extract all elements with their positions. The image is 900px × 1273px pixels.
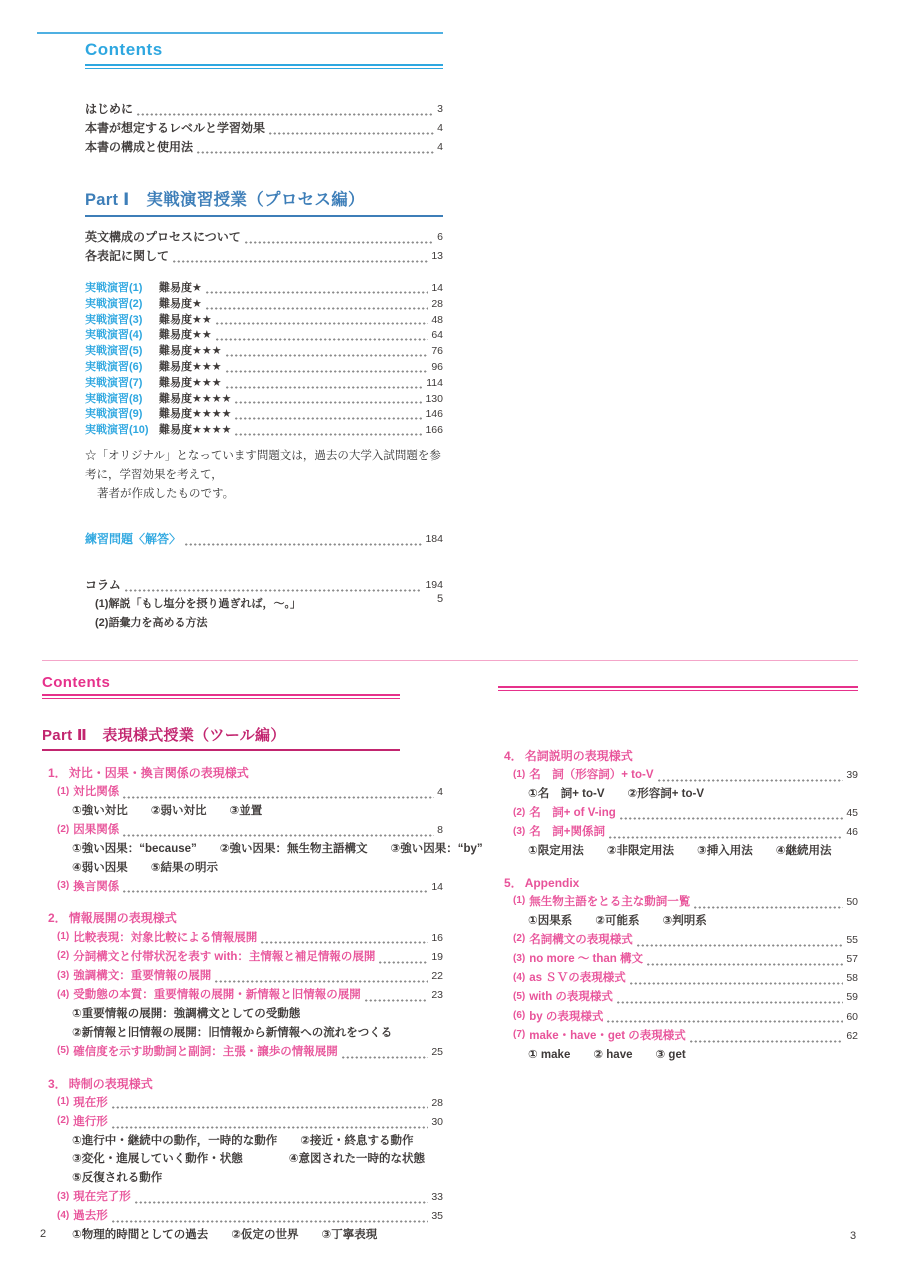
exercise-label: 実戦演習(6) [85,360,143,373]
item-label: 名詞構文の表現様式 [529,933,633,946]
page-ref: 76 [431,345,443,358]
toc-item [42,1093,443,1112]
column-row [85,576,443,595]
item-label: 因果関係 [73,824,120,837]
page-ref: 62 [846,1029,858,1042]
toc-section [42,1075,443,1245]
practice-answers-row [85,530,443,549]
toc-subitem: ①強い因果：“because” ②強い因果：無生物主語構文 ③強い因果：“by” [72,842,483,855]
part2-title: Part Ⅱ 表現様式授業（ツール編） [42,727,286,744]
page-ref: 3 [437,103,443,115]
dot-leader [215,338,429,341]
difficulty-stars: 難易度★★★ [159,345,222,358]
item-label: 分詞構文と付帯状況を表す with：主情報と補足情報の展開 [73,950,376,963]
dot-leader [244,241,434,244]
page-ref: 96 [431,360,443,373]
toc-row [85,138,443,157]
contents-page-1 [85,40,443,633]
contents-page-2-left [42,672,483,1258]
section-number: 1． [48,766,67,780]
part2-right-sections [498,747,858,1064]
item-label: 無生物主語をとる主な動詞一覧 [529,895,691,908]
item-number: (2) [513,806,526,818]
dot-leader [234,401,422,404]
section-heading [42,909,443,928]
item-number: (1) [513,768,526,780]
page-ref: 28 [431,297,443,310]
item-label: 受動態の本質：重要情報の展開・新情報と旧情報の展開 [73,989,361,1002]
item-number: (1) [57,1096,70,1108]
page-ref: 55 [846,933,858,946]
toc-section [42,909,443,1061]
part2-left-sections [42,764,483,1245]
contents-title-page1: Contents [85,40,163,59]
item-number: (3) [57,880,70,892]
toc-label: 各表記に関して [85,249,170,263]
toc-section [42,764,483,896]
toc-subitem: ①限定用法 ②非限定用法 ③挿入用法 ④継続用法 [528,845,832,858]
page-ref: 16 [431,931,443,944]
item-number: (2) [57,950,70,962]
item-label: 過去形 [73,1210,108,1223]
dot-leader [693,906,843,909]
toc-subitem: ①名 詞+ to-V ②形容詞+ to-V [528,787,705,800]
exercise-label: 実戦演習(1) [85,282,143,294]
section-number: 4． [504,749,523,763]
page-ref: 25 [431,1045,443,1058]
page-divider-line [42,660,858,661]
difficulty-stars: 難易度★★★★ [159,392,232,405]
section-title: 名詞説明の表現様式 [524,749,633,763]
dot-leader [268,132,434,135]
toc-subitem: ⑤反復される動作 [72,1172,163,1185]
dot-leader [214,980,428,983]
contents-title-page2: Contents [42,674,111,691]
difficulty-stars: 難易度★ [159,297,202,310]
part2-underline [42,749,400,751]
toc-item [42,783,443,802]
dot-leader [646,963,843,966]
page-ref: 33 [431,1191,443,1204]
exercise-row [85,392,443,408]
toc-subitem: ①因果系 ②可能系 ③判明系 [528,914,707,927]
item-number: (4) [57,988,70,1000]
column-label: コラム [85,577,121,592]
part1-underline [85,215,443,217]
item-number: (5) [513,990,526,1002]
page-ref: 130 [425,392,443,405]
toc-row [85,247,443,266]
toc-item [42,928,443,947]
dot-leader [111,1106,429,1109]
toc-item [498,930,858,949]
section-heading [498,747,858,766]
dot-leader [341,1056,429,1059]
page-ref: 8 [437,824,443,837]
dot-leader [122,890,428,893]
page-ref: 57 [846,953,858,966]
toc-item [498,892,858,911]
page-ref: 23 [431,989,443,1002]
item-label: 確信度を示す助動詞と副詞：主張・譲歩の情報展開 [73,1045,338,1058]
toc-subitem: ①重要情報の展開：強調構文としての受動態 [72,1007,301,1020]
toc-item [42,1207,443,1226]
part1-title: Part Ⅰ 実戦演習授業（プロセス編） [85,191,365,209]
toc-label: 本書の構成と使用法 [85,140,194,154]
page-ref: 22 [431,970,443,983]
section-heading [498,874,858,893]
exercise-row [85,344,443,360]
item-label: 名 詞+関係詞 [529,826,605,839]
page-number-3: 3 [850,1230,857,1242]
toc-item [498,804,858,823]
page-ref: 14 [431,282,443,294]
toc-item [498,1007,858,1026]
page-ref: 64 [431,329,443,342]
exercise-label: 実戦演習(9) [85,408,143,421]
page-ref: 146 [425,408,443,421]
exercise-label: 実戦演習(7) [85,376,143,389]
page-ref: 4 [437,122,443,134]
exercise-row [85,360,443,376]
contents-title-underline [85,64,443,69]
contents-page-2-right [498,672,858,1077]
toc-item [498,950,858,969]
difficulty-stars: 難易度★★★★ [159,408,232,421]
item-label: 名 詞+ of V-ing [529,807,616,820]
exercise-row [85,297,443,313]
exercise-row [85,281,443,297]
item-number: (1) [57,931,70,943]
difficulty-stars: 難易度★★ [159,329,212,342]
toc-item [498,988,858,1007]
item-label: 名 詞（形容詞）+ to-V [529,769,654,782]
dot-leader [215,322,429,325]
item-label: 進行形 [73,1115,108,1128]
note-line-2: 著者が作成したものです。 [97,487,235,500]
dot-leader [196,151,434,154]
item-number: (3) [57,1190,70,1202]
section-number: 5． [504,875,523,890]
toc-item [42,967,443,986]
toc-section [498,747,858,861]
dot-leader [225,386,424,389]
section-number: 3． [48,1076,67,1091]
exercise-row [85,313,443,329]
dot-leader [111,1220,429,1223]
dot-leader [122,796,434,799]
dot-leader [234,417,422,420]
item-label: 対比関係 [73,786,120,799]
dot-leader [606,1020,843,1023]
page-ref: 50 [846,895,858,908]
toc-item [42,877,443,896]
page-ref: 60 [846,1010,858,1023]
item-label: 現在形 [73,1096,108,1109]
dot-leader [378,961,428,964]
item-number: (6) [513,1010,526,1022]
dot-leader [260,941,428,944]
item-label: make・have・get の表現様式 [529,1029,686,1042]
item-label: by の表現様式 [529,1010,604,1023]
item-label: no more ～ than 構文 [529,953,643,966]
dot-leader [616,1001,843,1004]
page-ref: 194 [425,578,443,591]
dot-leader [225,354,429,357]
item-number: (1) [513,895,526,907]
item-label: as ＳＶの表現様式 [529,972,626,985]
page-ref: 14 [431,880,443,893]
dot-leader [225,370,429,373]
toc-label: 本書が想定するレベルと学習効果 [85,121,266,135]
item-number: (2) [513,933,526,945]
toc-item [42,947,443,966]
item-label: 比較表現：対象比較による情報展開 [73,931,258,944]
section-heading [42,1075,443,1094]
section-title: 情報展開の表現様式 [68,911,177,926]
toc-subitem: ②新情報と旧情報の展開：旧情報から新情報への流れをつくる [72,1026,393,1039]
toc-label: はじめに [85,102,134,116]
toc-section [498,874,858,1065]
section-heading [42,764,443,783]
dot-leader [657,779,844,782]
toc-label: 英文構成のプロセスについて [85,230,241,244]
toc-row [85,228,443,247]
dot-leader [608,836,843,839]
dot-leader [364,999,429,1002]
exercise-row [85,407,443,423]
toc-subitem: ①物理的時間としての過去 ②仮定の世界 ③丁寧表現 [72,1229,378,1242]
difficulty-stars: 難易度★★★ [159,360,222,373]
column-sub-item: (2)語彙力を高める方法 [95,616,208,629]
item-label: 換言関係 [73,880,120,893]
dot-leader [172,260,428,263]
exercise-label: 実戦演習(5) [85,345,143,358]
page-ref: 59 [846,991,858,1004]
exercise-row [85,423,443,439]
item-label: 現在完了形 [73,1191,131,1204]
contents-title-underline-pink [42,694,400,699]
page-ref: 28 [431,1096,443,1109]
toc-item [42,1042,443,1061]
dot-leader [134,1201,429,1204]
toc-subitem: ①強い対比 ②弱い対比 ③並置 [72,804,263,817]
dot-leader [111,1126,429,1129]
page-ref: 4 [437,786,443,799]
original-note [85,447,443,504]
toc-item [42,1188,443,1207]
item-number: (5) [57,1045,70,1057]
toc-item [498,823,858,842]
toc-item [42,821,443,840]
note-line-1: ☆「オリジナル」となっています問題文は，過去の大学入試問題を参考に，学習効果を考えて， [85,449,441,481]
item-label: with の表現様式 [529,991,613,1004]
toc-row [85,119,443,138]
toc-item [42,1112,443,1131]
exercise-label: 実戦演習(2) [85,297,143,310]
item-number: (1) [57,785,70,797]
page-ref: 19 [431,950,443,963]
toc-subitem: ④弱い因果 ⑤結果の明示 [72,861,218,874]
difficulty-stars: 難易度★ [159,282,202,294]
exercise-list [85,281,443,439]
toc-item [498,1026,858,1045]
toc-item [42,986,443,1005]
page-ref: 184 [425,532,443,545]
item-number: (3) [513,825,526,837]
difficulty-stars: 難易度★★★ [159,376,222,389]
dot-leader [124,589,423,592]
item-number: (2) [57,1115,70,1127]
section-title: Appendix [524,875,580,890]
column-sub-item: (1)解説「もし塩分を摂り過ぎれば，～。」 [95,597,301,610]
exercise-row [85,328,443,344]
item-label: 強調構文：重要情報の展開 [73,970,212,983]
dot-leader [122,834,434,837]
dot-leader [619,817,844,820]
toc-subitem: ① make ② have ③ get [528,1048,686,1061]
item-number: (3) [513,952,526,964]
practice-answers-label: 練習問題〈解答〉 [85,531,182,546]
dot-leader [205,291,428,294]
dot-leader [636,944,844,947]
dot-leader [234,433,422,436]
page-number-2: 2 [40,1228,47,1240]
exercise-label: 実戦演習(4) [85,329,143,342]
page-ref: 39 [846,769,858,782]
page-ref: 48 [431,313,443,326]
dot-leader [205,307,428,310]
toc-row [85,100,443,119]
page1-top-rule [37,32,443,34]
exercise-label: 実戦演習(3) [85,313,143,326]
dot-leader [689,1040,844,1043]
page-ref: 45 [846,807,858,820]
item-number: (7) [513,1029,526,1041]
page-ref: 58 [846,972,858,985]
toc-item [498,969,858,988]
page-ref: 4 [437,141,443,153]
dot-leader [629,982,844,985]
part1-intro-list [85,228,443,266]
right-header-rule [498,686,858,691]
toc-item [498,766,858,785]
item-number: (2) [57,823,70,835]
page-ref: 6 [437,231,443,243]
page-number-5: 5 [436,593,444,605]
page-ref: 35 [431,1210,443,1223]
difficulty-stars: 難易度★★★★ [159,424,232,437]
item-number: (3) [57,969,70,981]
front-matter-list [85,100,443,157]
toc-subitem: ③変化・進展していく動作・状態 ④意図された一時的な状態 [72,1153,425,1166]
exercise-row [85,376,443,392]
page-ref: 114 [426,376,443,389]
section-title: 時制の表現様式 [68,1076,153,1091]
section-number: 2． [48,911,67,926]
column-sub-list [85,595,443,633]
item-number: (4) [57,1209,70,1221]
exercise-label: 実戦演習(10) [85,424,149,437]
difficulty-stars: 難易度★★ [159,313,212,326]
page-ref: 30 [431,1115,443,1128]
section-title: 対比・因果・換言関係の表現様式 [68,766,249,780]
dot-leader [184,543,422,546]
column-block [85,576,443,633]
item-number: (4) [513,971,526,983]
page-ref: 13 [431,250,443,262]
toc-subitem: ①進行中・継続中の動作，一時的な動作 ②接近・終息する動作 [72,1134,414,1147]
dot-leader [136,113,434,116]
page-ref: 166 [425,424,443,437]
exercise-label: 実戦演習(8) [85,392,143,405]
page-ref: 46 [846,826,858,839]
